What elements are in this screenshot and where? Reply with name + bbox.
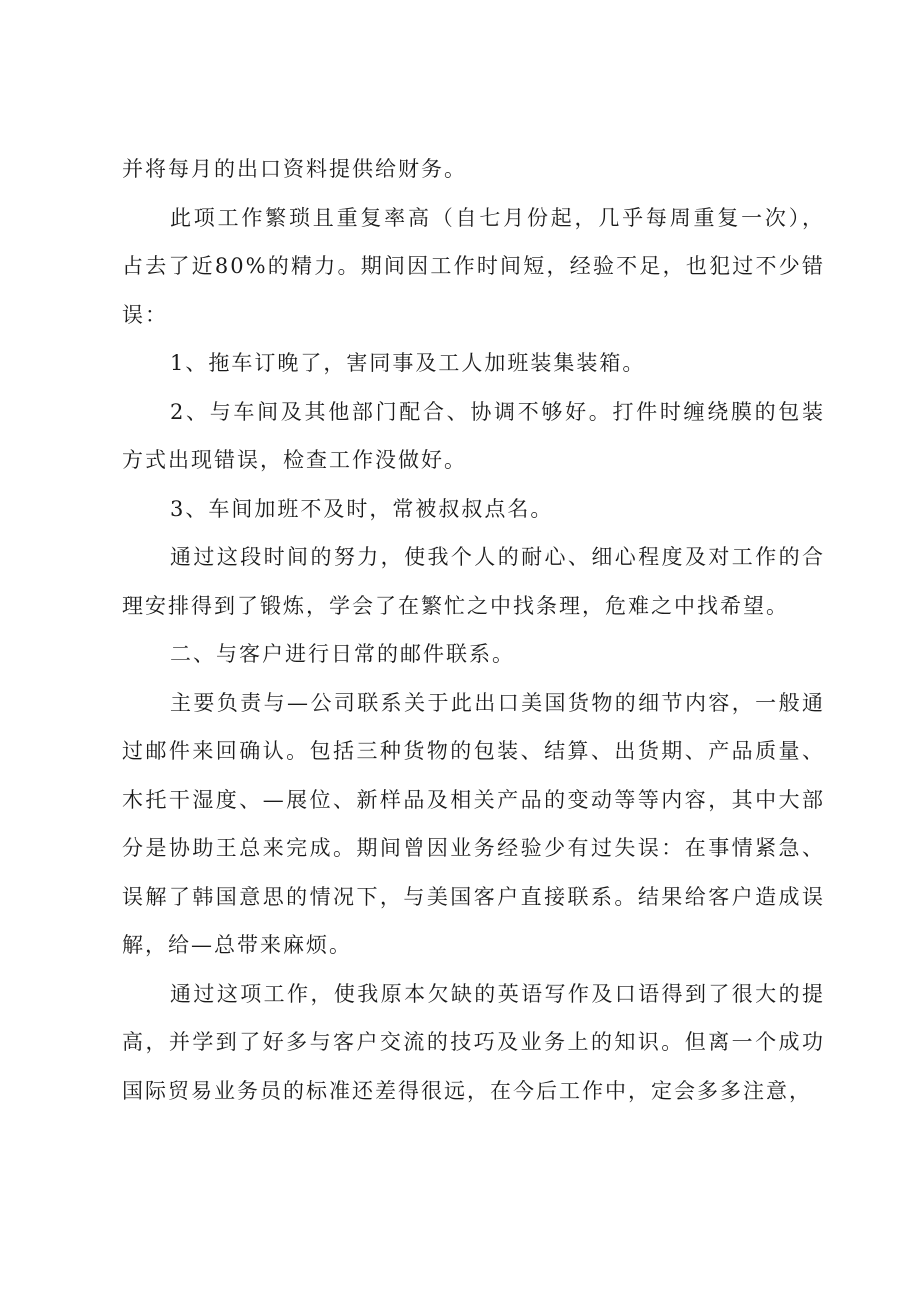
paragraph-error-2: 2、与车间及其他部门配合、协调不够好。打件时缠绕膜的包装方式出现错误，检查工作没做好。 [122,399,825,472]
paragraph-reflection: 通过这段时间的努力，使我个人的耐心、细心程度及对工作的合理安排得到了锻炼，学会了在繁忙之中找条理，危难之中找希望。 [122,545,825,618]
paragraph-continuation: 并将每月的出口资料提供给财务。 [122,157,467,181]
paragraph-workload: 此项工作繁琐且重复率高（自七月份起，几乎每周重复一次），占去了近80%的精力。期间因工作时间短，经验不足，也犯过不少错误： [122,205,825,327]
paragraph-error-3: 3、车间加班不及时，常被叔叔点名。 [170,496,554,521]
paragraph-improvement: 通过这项工作，使我原本欠缺的英语写作及口语得到了很大的提高，并学到了好多与客户交流的技巧及业务上的知识。但离一个成功国际贸易业务员的标准还差得很远，在今后工作中，定会多多注意， [122,981,825,1103]
document-body [122,145,825,1115]
paragraph-email-duties: 主要负责与—公司联系关于此出口美国货物的细节内容，一般通过邮件来回确认。包括三种货物的包装、结算、出货期、产品质量、木托干湿度、—展位、新样品及相关产品的变动等等内容，其中大部分是协助王总来完成。期间曾因业务经验少有过失误：在事情紧急、误解了韩国意思的情况下，与美国客户直接联系。结果给客户造成误解，给—总带来麻烦。 [122,690,825,957]
section-heading-email: 二、与客户进行日常的邮件联系。 [170,642,515,666]
paragraph-error-1: 1、拖车订晚了，害同事及工人加班装集装箱。 [170,351,646,375]
